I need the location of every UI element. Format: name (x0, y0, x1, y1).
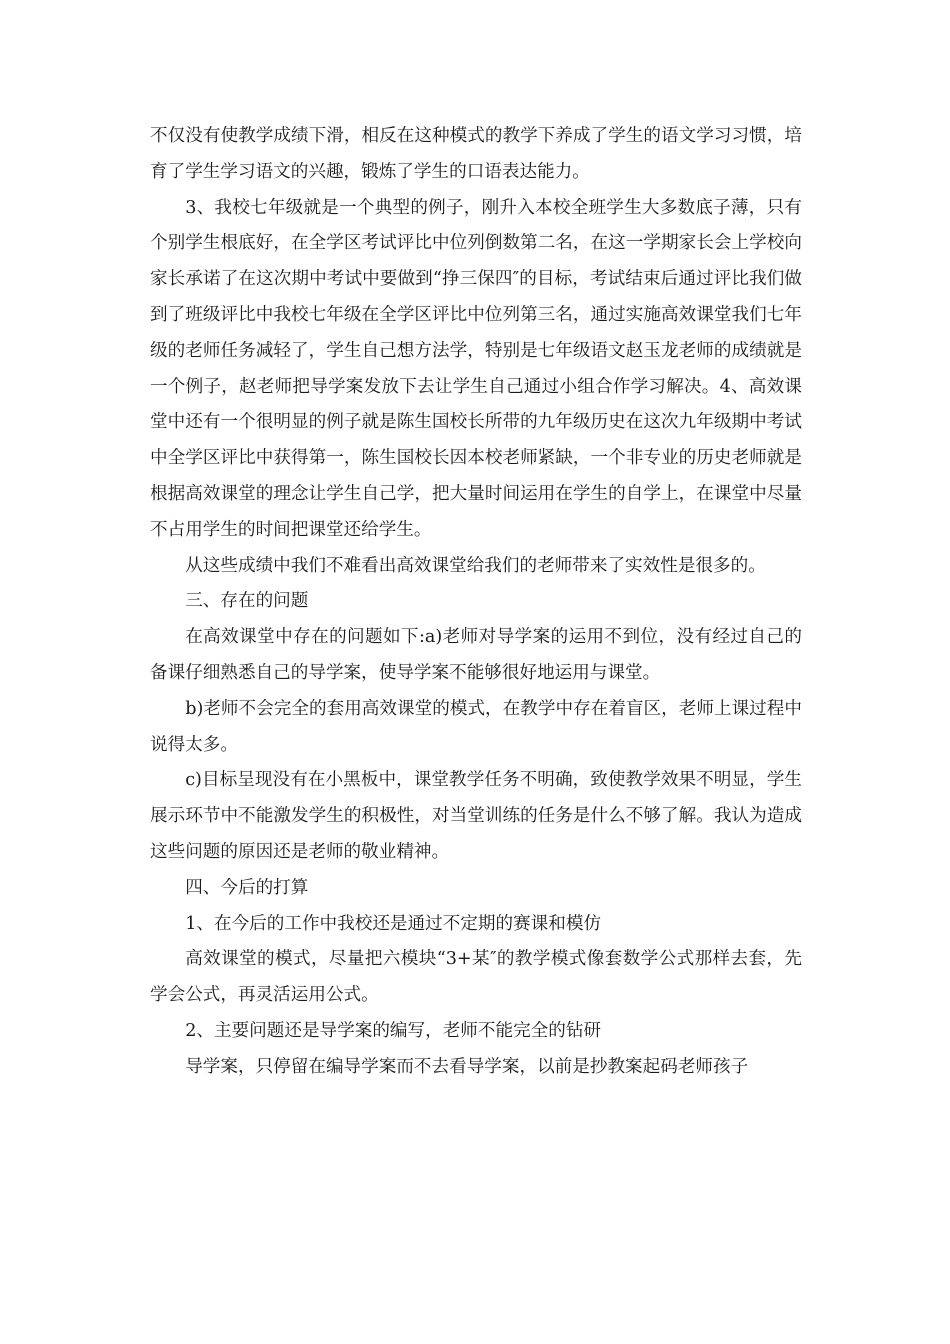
paragraph-9: 2、主要问题还是导学案的编写，老师不能完全的钻研 (185, 1020, 602, 1041)
paragraph-4: 在高效课堂中存在的问题如下:a)老师对导学案的运用不到位，没有经过自己的备课仔细熟悉自己的导学案，使导学案不能够很好地运用与课堂。 (150, 627, 802, 683)
paragraph-5: b)老师不会完全的套用高效课堂的模式，在教学中存在着盲区，老师上课过程中说得太多。 (150, 698, 802, 755)
document-page (150, 119, 802, 1086)
paragraph-10: 导学案，只停留在编导学案而不去看导学案，以前是抄教案起码老师孩子 (185, 1056, 749, 1077)
paragraph-1: 不仅没有使教学成绩下滑，相反在这种模式的教学下养成了学生的语文学习习惯，培育了学生学习语文的兴趣，锻炼了学生的口语表达能力。 (150, 126, 802, 182)
paragraph-2: 3、我校七年级就是一个典型的例子，刚升入本校全班学生大多数底子薄，只有个别学生根底好，在全学区考试评比中位列倒数第二名，在这一学期家长会上学校向家长承诺了在这次期中考试中要做到“挣三保四″的目标，考试结束后通过评比我们做到了班级评比中我校七年级在全学区评比中位列第三名，通过实施高效课堂我们七年级的老师任务减轻了，学生自己想方法学，特别是七年级语文赵玉龙老师的成绩就是一个例子，赵老师把导学案发放下去让学生自己通过小组合作学习解决。4、高效课堂中还有一个很明显的例子就是陈生国校长所带的九年级历史在这次九年级期中考试中全学区评比中获得第一，陈生国校长因本校老师紧缺，一个非专业的历史老师就是根据高效课堂的理念让学生自己学，把大量时间运用在学生的自学上，在课堂中尽量不占用学生的时间把课堂还给学生。 (150, 197, 802, 540)
paragraph-3: 从这些成绩中我们不难看出高效课堂给我们的老师带来了实效性是很多的。 (185, 555, 766, 576)
paragraph-6: c)目标呈现没有在小黑板中，课堂教学任务不明确，致使教学效果不明显，学生展示环节中不能激发学生的积极性，对当堂训练的任务是什么不够了解。我认为造成这些问题的原因还是老师的敬业精神。 (150, 770, 802, 862)
section-heading-problems: 三、存在的问题 (185, 591, 309, 612)
paragraph-8: 高效课堂的模式，尽量把六模块“3+某″的教学模式像套数学公式那样去套，先学会公式，再灵活运用公式。 (150, 949, 802, 1006)
paragraph-7: 1、在今后的工作中我校还是通过不定期的赛课和模仿 (185, 913, 602, 934)
section-heading-plans: 四、今后的打算 (185, 877, 309, 898)
